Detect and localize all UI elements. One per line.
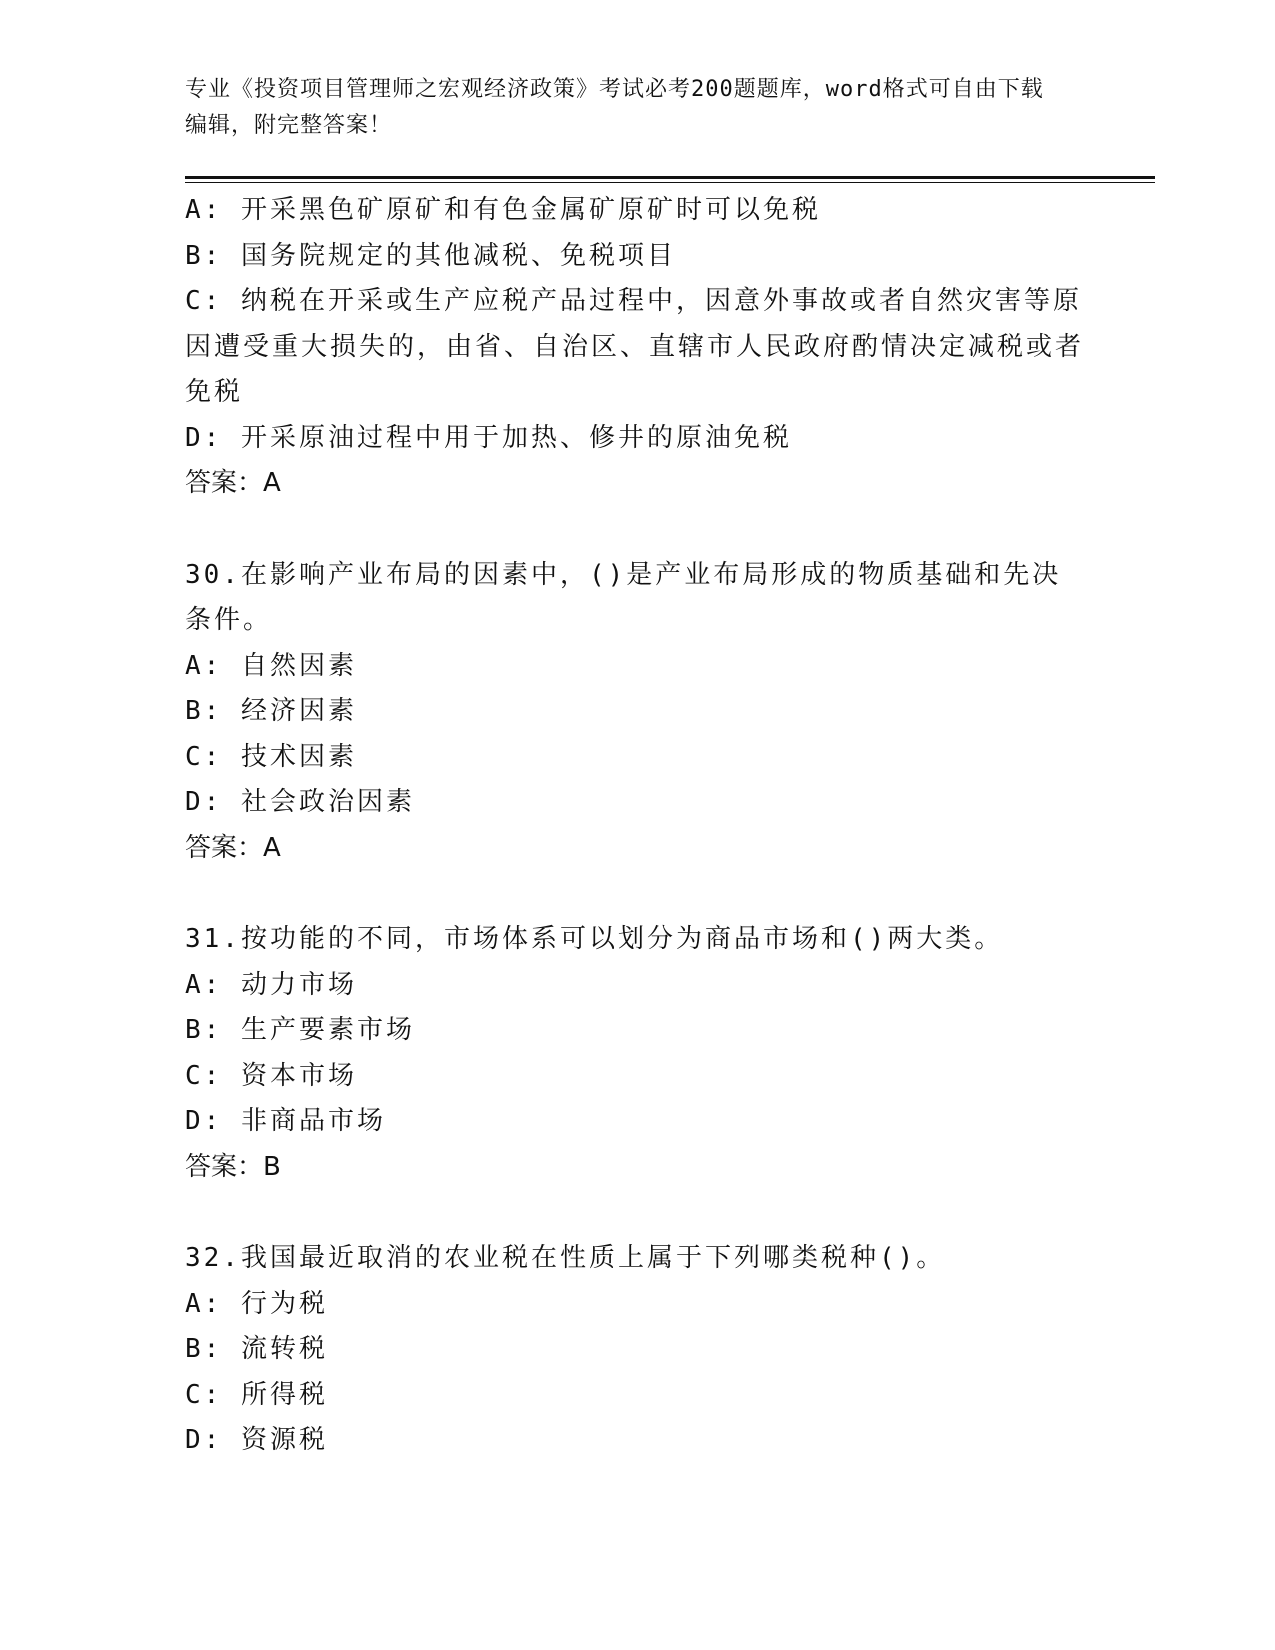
option-d: D: 开采原油过程中用于加热、修井的原油免税 (185, 422, 792, 453)
question-stem: 30.在影响产业布局的因素中，()是产业布局形成的物质基础和先决条件。 (185, 559, 1062, 635)
option-a: A: 行为税 (185, 1288, 328, 1319)
option-b: B: 流转税 (185, 1334, 328, 1364)
option-c: C: 技术因素 (185, 741, 357, 772)
question-31 (185, 917, 1085, 1190)
question-stem: 32.我国最近取消的农业税在性质上属于下列哪类税种()。 (185, 1243, 946, 1273)
option-c: C: 所得税 (185, 1379, 328, 1410)
option-b: B: 国务院规定的其他减税、免税项目 (185, 240, 676, 271)
option-b: B: 经济因素 (185, 696, 357, 726)
question-32 (185, 1236, 1085, 1464)
question-30 (185, 553, 1085, 872)
header-divider-thick (185, 176, 1155, 179)
question-spacer (185, 507, 1085, 553)
answer-line: 答案：A (185, 468, 281, 498)
option-d: D: 社会政治因素 (185, 787, 415, 817)
document-header: 专业《投资项目管理师之宏观经济政策》考试必考200题题库，word格式可自由下载编辑，附完整答案！ (185, 77, 1044, 138)
option-a: A: 开采黑色矿原矿和有色金属矿原矿时可以免税 (185, 195, 821, 225)
question-stem: 31.按功能的不同，市场体系可以划分为商品市场和()两大类。 (185, 924, 1004, 954)
answer-line: 答案：B (185, 1151, 281, 1182)
option-c: C: 纳税在开采或生产应税产品过程中，因意外事故或者自然灾害等原因遭受重大损失的，由省、自治区、直辖市人民政府酌情决定减税或者免税 (185, 286, 1085, 407)
option-b: B: 生产要素市场 (185, 1015, 415, 1045)
question-spacer (185, 1190, 1085, 1236)
header-divider-thin (185, 182, 1155, 183)
option-d: D: 资源税 (185, 1425, 328, 1455)
option-a: A: 动力市场 (185, 969, 357, 1000)
option-a: A: 自然因素 (185, 650, 357, 681)
question-spacer (185, 871, 1085, 917)
answer-line: 答案：A (185, 832, 281, 863)
question-list (185, 188, 1085, 1464)
question-29-continued (185, 188, 1085, 507)
option-d: D: 非商品市场 (185, 1106, 386, 1136)
option-c: C: 资本市场 (185, 1060, 357, 1091)
